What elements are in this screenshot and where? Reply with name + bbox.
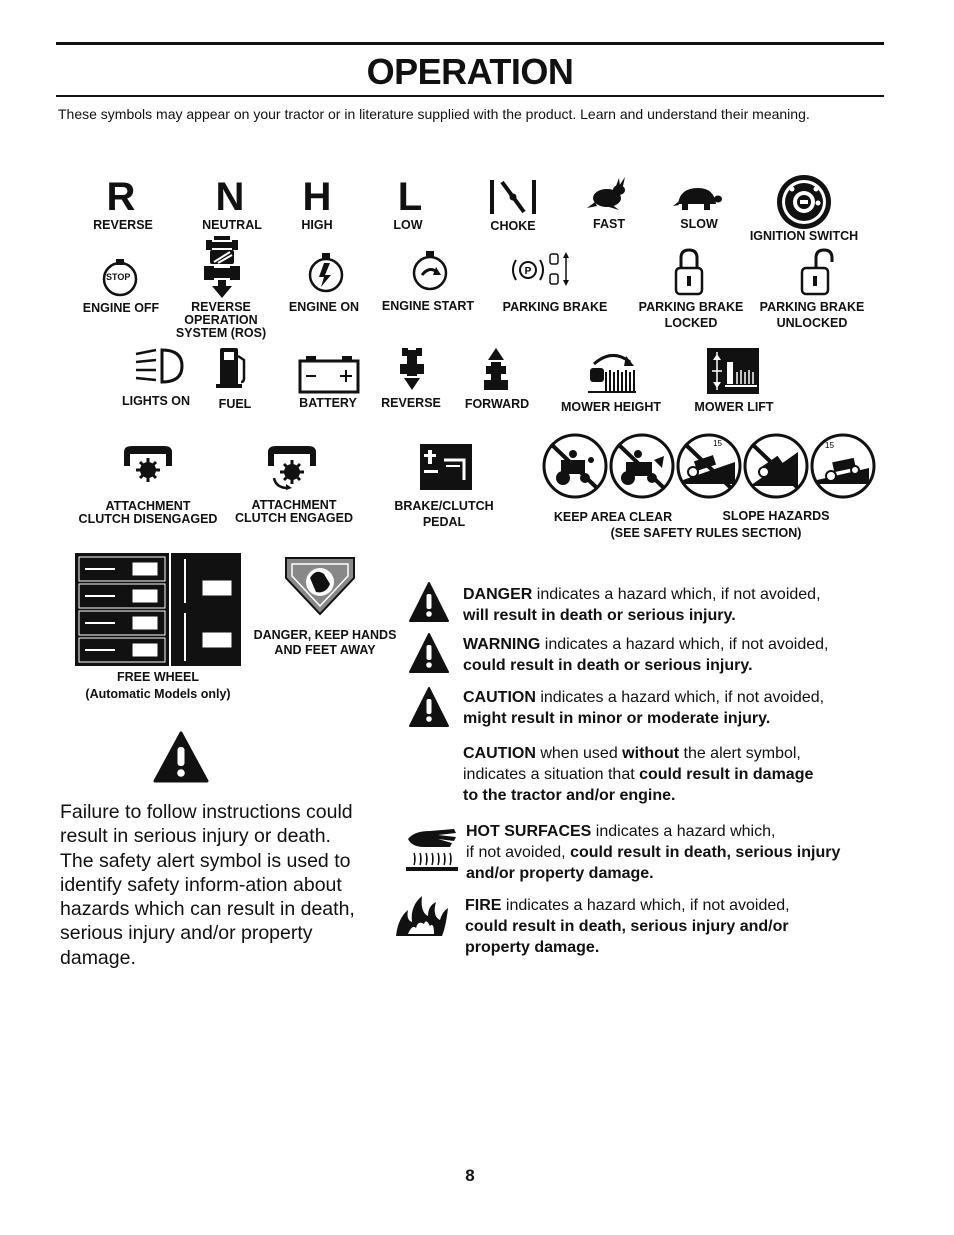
stop-text: STOP bbox=[106, 272, 131, 282]
free-wheel-icon bbox=[75, 553, 241, 666]
keep-area-clear-label: KEEP AREA CLEAR bbox=[553, 510, 673, 524]
choke-label: CHOKE bbox=[490, 219, 536, 233]
see-safety-rules-label: (SEE SAFETY RULES SECTION) bbox=[610, 526, 802, 540]
caution-definition: CAUTION indicates a hazard which, if not avoided, might result in minor or moderate injury. bbox=[463, 689, 825, 727]
acd-label-line1: ATTACHMENT bbox=[105, 499, 191, 513]
fast-label: FAST bbox=[593, 217, 625, 231]
engine-on-label: ENGINE ON bbox=[288, 300, 360, 314]
engine-on-icon bbox=[308, 253, 344, 293]
reverse-tractor-icon bbox=[400, 348, 424, 392]
turtle-slow-icon bbox=[672, 184, 722, 212]
slope-hazard-icon-3 bbox=[809, 432, 877, 500]
high-label: HIGH bbox=[301, 218, 333, 232]
slope-hazard-icon-2 bbox=[742, 432, 810, 500]
pb-unlocked-label-line1: PARKING BRAKE bbox=[759, 300, 865, 314]
slope-hazards-label: SLOPE HAZARDS bbox=[722, 509, 830, 523]
ros-label-line1: REVERSE bbox=[191, 300, 251, 314]
ros-label-line3: SYSTEM (ROS) bbox=[175, 326, 267, 340]
free-wheel-label-line1: FREE WHEEL bbox=[117, 670, 199, 684]
acd-label-line2: CLUTCH DISENGAGED bbox=[78, 512, 218, 526]
keep-hands-away-icon bbox=[284, 556, 356, 616]
lights-on-label: LIGHTS ON bbox=[121, 394, 191, 408]
low-label: LOW bbox=[393, 218, 423, 232]
slope-15-text-b: 15 bbox=[825, 441, 834, 450]
ignition-switch-label: IGNITION SWITCH bbox=[749, 229, 859, 243]
battery-label: BATTERY bbox=[299, 396, 357, 410]
headlight-icon bbox=[132, 346, 184, 386]
mower-lift-label: MOWER LIFT bbox=[694, 400, 774, 414]
reverse2-label: REVERSE bbox=[381, 396, 441, 410]
bcp-label-line2: PEDAL bbox=[422, 515, 466, 529]
free-wheel-label-line2: (Automatic Models only) bbox=[85, 687, 231, 701]
mower-height-label: MOWER HEIGHT bbox=[561, 400, 661, 414]
pb-locked-label-line2: LOCKED bbox=[664, 316, 718, 330]
caution-alert-icon bbox=[408, 686, 450, 728]
keep-hands-label-line2: AND FEET AWAY bbox=[274, 643, 376, 657]
forward-label: FORWARD bbox=[464, 397, 530, 411]
slope-hazard-icon-1 bbox=[675, 432, 743, 500]
intro-text: These symbols may appear on your tractor or in literature supplied with the product. Learn and understand their meaning. bbox=[58, 106, 810, 122]
rabbit-fast-icon bbox=[585, 176, 629, 212]
page-title: OPERATION bbox=[366, 51, 574, 92]
hot-surfaces-definition: HOT SURFACES indicates a hazard which, if not avoided, could result in death, serious injury and/or property damage. bbox=[466, 823, 841, 882]
fire-definition: FIRE indicates a hazard which, if not avoided, could result in death, serious injury and/or property damage. bbox=[465, 897, 790, 956]
svg-text:P: P bbox=[524, 266, 532, 277]
slope-15-text-a: 15 bbox=[713, 439, 722, 448]
keep-area-clear-icon-1 bbox=[541, 432, 609, 500]
parking-brake-label: PARKING BRAKE bbox=[502, 300, 608, 314]
bcp-label-line1: BRAKE/CLUTCH bbox=[394, 499, 494, 513]
mower-lift-icon bbox=[707, 348, 759, 394]
forward-tractor-icon bbox=[484, 348, 508, 392]
keep-hands-label-line1: DANGER, KEEP HANDS bbox=[253, 628, 397, 642]
high-letter-icon: H bbox=[302, 175, 332, 219]
attachment-clutch-disengaged-icon bbox=[120, 444, 176, 486]
keep-area-clear-icon-2 bbox=[608, 432, 676, 500]
slow-label: SLOW bbox=[680, 217, 718, 231]
neutral-label: NEUTRAL bbox=[202, 218, 262, 232]
low-letter-icon: L bbox=[397, 175, 423, 219]
ros-label-line2: OPERATION bbox=[184, 313, 258, 327]
title-underline bbox=[56, 95, 884, 97]
danger-alert-icon bbox=[408, 581, 450, 623]
battery-icon bbox=[298, 356, 360, 394]
pb-unlocked-label-line2: UNLOCKED bbox=[776, 316, 848, 330]
padlock-unlocked-icon bbox=[800, 248, 836, 296]
ignition-switch-icon bbox=[776, 174, 832, 230]
parking-brake-icon bbox=[510, 250, 574, 288]
engine-start-icon bbox=[412, 251, 448, 291]
ace-label-line2: CLUTCH ENGAGED bbox=[234, 511, 354, 525]
safety-alert-icon bbox=[152, 730, 210, 784]
hot-surface-icon bbox=[404, 825, 460, 873]
warning-definition: WARNING indicates a hazard which, if not avoided, could result in death or serious injury. bbox=[463, 636, 829, 674]
ace-label-line1: ATTACHMENT bbox=[251, 498, 337, 512]
engine-start-label: ENGINE START bbox=[381, 299, 475, 313]
engine-off-label: ENGINE OFF bbox=[82, 301, 160, 315]
pb-locked-label-line1: PARKING BRAKE bbox=[638, 300, 744, 314]
ros-tractor-icon bbox=[202, 236, 242, 300]
reverse-label: REVERSE bbox=[93, 218, 153, 232]
brake-clutch-pedal-icon bbox=[420, 444, 472, 490]
neutral-letter-icon: N bbox=[215, 175, 245, 219]
page-number: 8 bbox=[465, 1166, 475, 1185]
fuel-pump-icon bbox=[216, 346, 250, 388]
failure-warning-text: Failure to follow instructions could result in serious injury or death. The safety alert symbol is used to identify safety inform-ation about hazards which can result in death, serious injury and/or property damage. bbox=[60, 801, 355, 969]
choke-icon bbox=[488, 178, 540, 216]
attachment-clutch-engaged-icon bbox=[264, 444, 320, 490]
caution-no-symbol-definition: CAUTION when used without the alert symbol, indicates a situation that could result in damage to the tractor and/or engine. bbox=[463, 745, 814, 804]
fire-icon bbox=[394, 894, 450, 938]
danger-definition: DANGER indicates a hazard which, if not avoided, will result in death or serious injury. bbox=[463, 586, 821, 624]
padlock-locked-icon bbox=[674, 248, 704, 296]
mower-height-icon bbox=[586, 348, 638, 394]
top-rule bbox=[56, 42, 884, 45]
warning-alert-icon bbox=[408, 632, 450, 674]
fuel-label: FUEL bbox=[218, 397, 252, 411]
reverse-letter-icon: R bbox=[106, 175, 136, 219]
